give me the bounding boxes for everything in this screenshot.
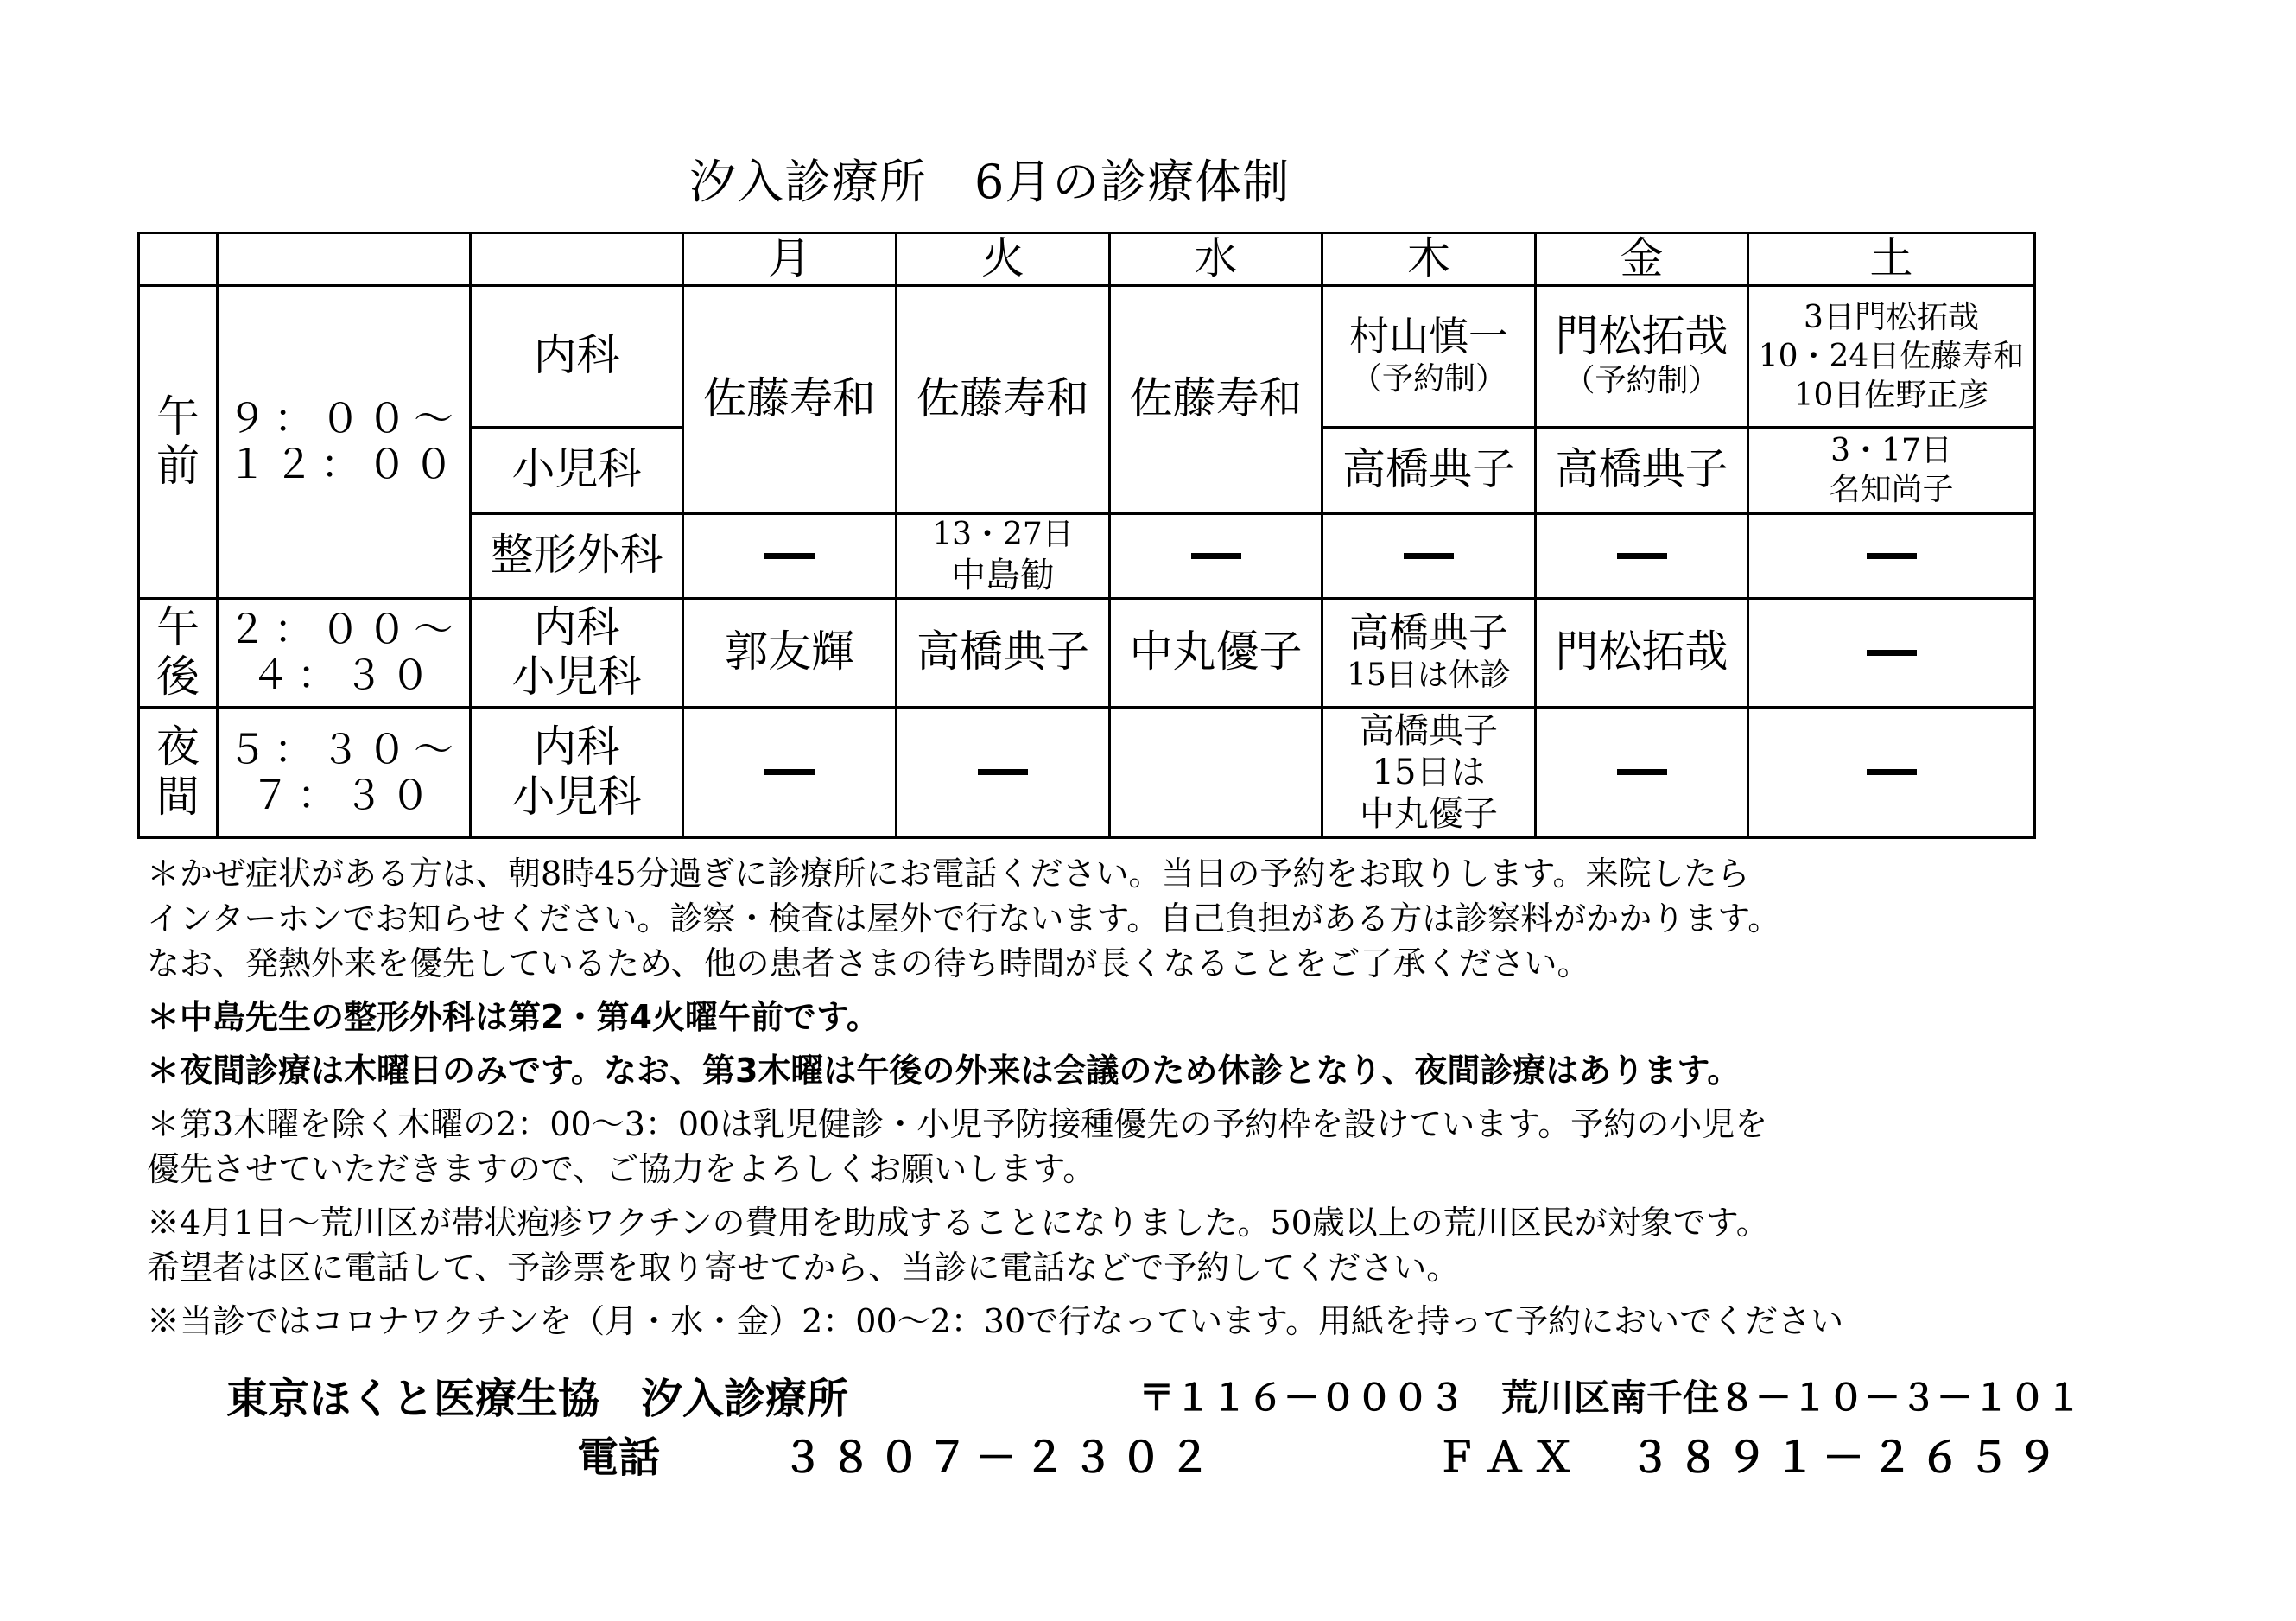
- night-sat: [1748, 707, 2035, 837]
- night-time: ５：３０～ ７：３０: [218, 707, 471, 837]
- morning-slot-label: 午 前: [139, 285, 218, 598]
- morning-thu-seikei: [1322, 513, 1536, 598]
- footer-org: 東京ほくと医療生協 汐入診療所: [226, 1375, 849, 1423]
- morning-sat-naika: 3日門松拓哉 10・24日佐藤寿和 10日佐野正彦: [1748, 285, 2035, 427]
- morning-sat-seikei: [1748, 513, 2035, 598]
- afternoon-mon-doctor: 郭友輝: [683, 598, 897, 707]
- night-thu-doctor: 高橋典子 15日は 中丸優子: [1322, 707, 1536, 837]
- footer-address: 〒１１６－０００３ 荒川区南千住８－１０－３－１０１: [1138, 1376, 2083, 1419]
- morning-fri-shonika: 高橋典子: [1536, 427, 1748, 513]
- note-shingles: ※4月1日～荒川区が帯状疱疹ワクチンの費用を助成することになりました。50歳以上の荒川区民が対象です。 希望者は区に電話して、予診票を取り寄せてから、当診に電話などで予約してください。: [147, 1204, 1769, 1287]
- morning-tue-seikei: 13・27日 中島勧: [897, 513, 1110, 598]
- morning-naika-row: [139, 285, 2035, 427]
- day-tue: 火: [897, 233, 1110, 286]
- day-wed: 水: [1110, 233, 1322, 286]
- afternoon-fri-doctor: 門松拓哉: [1536, 598, 1748, 707]
- night-fri: [1536, 707, 1748, 837]
- morning-thu-naika: 村山慎一 （予約制）: [1322, 285, 1536, 427]
- afternoon-time: ２：００～ ４：３０: [218, 598, 471, 707]
- dept-shonika: 小児科: [471, 427, 683, 513]
- morning-thu-shonika: 高橋典子: [1322, 427, 1536, 513]
- footer-fax: ＦＡＸ ３８９１－２６５９: [1436, 1433, 2065, 1482]
- note-covid: ※当診ではコロナワクチンを（月・水・金）2：00～2：30で行なっています。用紙を持って予約においでください: [147, 1302, 1844, 1340]
- dept-seikei: 整形外科: [471, 513, 683, 598]
- schedule-table: [137, 232, 2036, 839]
- header-row: [139, 233, 2035, 286]
- day-mon: 月: [683, 233, 897, 286]
- dash-mark: [1404, 553, 1454, 559]
- morning-wed-seikei: [1110, 513, 1322, 598]
- afternoon-wed-doctor: 中丸優子: [1110, 598, 1322, 707]
- afternoon-sat: [1748, 598, 2035, 707]
- dash-mark: [764, 553, 815, 559]
- dash-mark: [1867, 769, 1917, 775]
- day-sat: 土: [1748, 233, 2035, 286]
- dash-mark: [1191, 553, 1241, 559]
- night-tue: [897, 707, 1110, 837]
- dash-mark: [978, 769, 1028, 775]
- night-mon: [683, 707, 897, 837]
- night-slot-label: 夜 間: [139, 707, 218, 837]
- dash-mark: [1617, 553, 1667, 559]
- afternoon-row: [139, 598, 2035, 707]
- dash-mark: [1617, 769, 1667, 775]
- day-fri: 金: [1536, 233, 1748, 286]
- morning-sat-shonika: 3・17日 名知尚子: [1748, 427, 2035, 513]
- note-orthopedics: ＊中島先生の整形外科は第2・第4火曜午前です。: [147, 998, 879, 1036]
- morning-fri-naika: 門松拓哉 （予約制）: [1536, 285, 1748, 427]
- afternoon-slot-label: 午 後: [139, 598, 218, 707]
- note-night: ＊夜間診療は木曜日のみです。なお、第3木曜は午後の外来は会議のため休診となり、夜間診療はあります。: [147, 1052, 1741, 1090]
- note-pediatric: ＊第3木曜を除く木曜の2：00～3：00は乳児健診・小児予防接種優先の予約枠を設けています。予約の小児を 優先させていただきますので、ご協力をよろしくお願いします。: [147, 1105, 1768, 1188]
- afternoon-tue-doctor: 高橋典子: [897, 598, 1110, 707]
- afternoon-thu-doctor: 高橋典子 15日は休診: [1322, 598, 1536, 707]
- dash-mark: [1867, 650, 1917, 656]
- note-fever: ＊かぜ症状がある方は、朝8時45分過ぎに診療所にお電話ください。当日の予約をお取りします。来院したら インターホンでお知らせください。診察・検査は屋外で行ないます。自己負担がある方は診察料がかかります。 なお、発熱外来を優先しているため、他の患者さまの待ち時間が長くなることをご了承ください。: [147, 855, 1781, 982]
- morning-wed-doctor: 佐藤寿和: [1110, 285, 1322, 513]
- night-row: [139, 707, 2035, 837]
- footer-tel-label: 電話: [577, 1433, 661, 1482]
- night-dept: 内科 小児科: [471, 707, 683, 837]
- day-thu: 木: [1322, 233, 1536, 286]
- dash-mark: [1867, 553, 1917, 559]
- morning-fri-seikei: [1536, 513, 1748, 598]
- morning-tue-doctor: 佐藤寿和: [897, 285, 1110, 513]
- footer-tel: ３８０７－２３０２: [782, 1433, 1218, 1482]
- morning-mon-seikei: [683, 513, 897, 598]
- dash-mark: [764, 769, 815, 775]
- night-wed: [1110, 707, 1322, 837]
- notes-section: [147, 851, 2272, 1352]
- dept-naika: 内科: [471, 285, 683, 427]
- morning-time: ９：００～ １２：００: [218, 285, 471, 598]
- afternoon-dept: 内科 小児科: [471, 598, 683, 707]
- page-title: 汐入診療所 6月の診療体制: [689, 155, 1291, 209]
- morning-mon-doctor: 佐藤寿和: [683, 285, 897, 513]
